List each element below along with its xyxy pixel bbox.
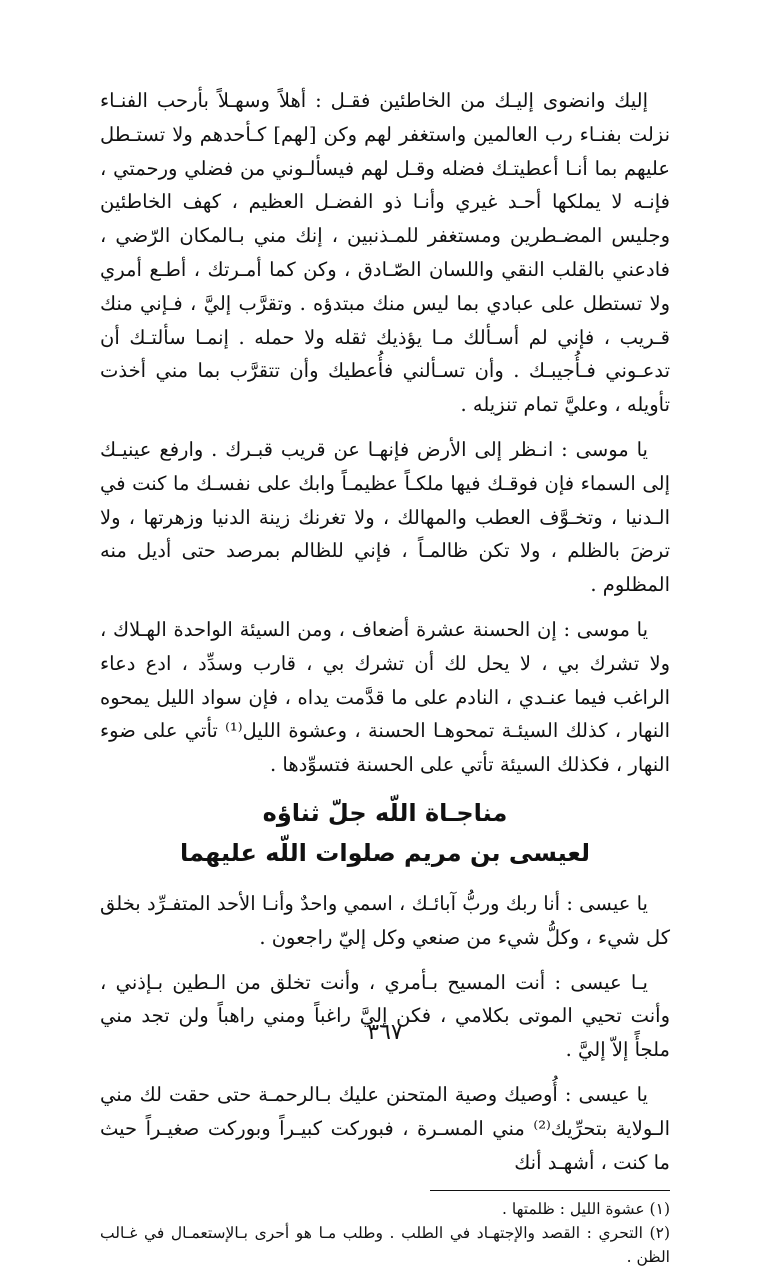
footnote-divider <box>430 1190 670 1191</box>
heading-line-2: لعيسى بن مريم صلوات اللّه عليهما <box>180 838 590 867</box>
page-number: ٣٦٧ <box>367 1020 403 1045</box>
paragraph-intro: إليك وانضوى إليـك من الخاطئين فقـل : أهلاً وسهـلاً بأرحب الفنـاء نزلت بفنـاء رب العالمين واستغفر لهم وكن [لهم] كـأحدهم ولا تستـطل عليهم بما أنـا أعطيتـك فضله وقـل لهم فيسألـوني من فضلي ورحمتي ، فإنـه لا يملكها أحـد غيري وأنـا ذو الفضـل العظيم ، كهف الخاطئين وجليس المضـطرين ومستغفر للمـذنبين ، إنك مني بـالمكان الرّضي ، فادعني بالقلب النقي واللسان الصّـادق ، وكن كما أمـرتك ، أطـع أمري ولا تستطل على عبادي بما ليس منك مبتدؤه . وتقرَّب إليَّ ، فـإني منك قـريب ، فإني لم أسـألك مـا يؤذيك ثقله ولا حمله . إنمـا سألتـك أن تدعـوني فـأُجيبـك . وأن تسـألني فأُعطيك وأن تتقرَّب بما مني أخذت تأويله ، وعليَّ تمام تنزيله . <box>100 89 670 417</box>
section-heading <box>100 793 670 873</box>
paragraph-musa-earth: يا موسى : انـظر إلى الأرض فإنهـا عن قريب قبـرك . وارفع عينيـك إلى السماء فإن فوقـك فيها ملكـاً عظيمـاً وابك على نفسـك ما كنت في الـدنيا ، وتخـوَّف العطب والمهالك ، ولا تغرنك زينة الدنيا وزهرتها ، ولا ترضَ بالظلم ، ولا تكن ظالمـاً ، فإني للظالم بمرصد حتى أديل منه المظلوم . <box>100 437 670 597</box>
paragraph-isa-3: يا عيسى : أُوصيك وصية المتحنن عليك بـالرحمـة حتى حقت لك مني الـولاية بتحرِّيك⁽²⁾ مني المسـرة ، فبوركت كبيـراً وبوركت صغيـراً حيث ما كنت ، أشهـد أنك <box>100 1082 670 1174</box>
paragraph-isa-2: يـا عيسى : أنت المسيح بـأمري ، وأنت تخلق من الـطين بـإذني ، وأنت تحيي الموتى بكلامي ، فكن إليَّ راغباً ومني راهباً ولن تجد مني ملجأً إلاّ إليَّ . <box>100 970 670 1062</box>
heading-line-1: مناجـاة اللّه جلّ ثناؤه <box>262 798 508 827</box>
paragraph-musa-hasana: يا موسى : إن الحسنة عشرة أضعاف ، ومن السيئة الواحدة الهـلاك ، ولا تشرك بي ، لا يحل لك أن تشرك بي ، قارب وسدِّد ، ادع دعاء الراغب فيما عنـدي ، النادم على ما قدَّمت يداه ، فإن سواد الليل يمحوه النهار ، كذلك السيئـة تمحوهـا الحسنة ، وعشوة الليل⁽¹⁾ تأتي على ضوء النهار ، فكذلك السيئة تأتي على الحسنة فتسوِّدها . <box>100 617 670 777</box>
page-body <box>100 84 670 1269</box>
footnote-2: (٢) التحري : القصد والإجتهـاد في الطلب . وطلب مـا هو أحرى بـالإستعمـال في غـالب الظن . <box>100 1224 670 1267</box>
paragraph-isa-1: يا عيسى : أنا ربك وربُّ آبائـك ، اسمي واحدٌ وأنـا الأحد المتفـرِّد بخلق كل شيء ، وكلُّ شيء من صنعي وكل إليّ راجعون . <box>100 891 670 949</box>
footnote-1: (١) عشوة الليل : ظلمتها . <box>502 1200 670 1219</box>
